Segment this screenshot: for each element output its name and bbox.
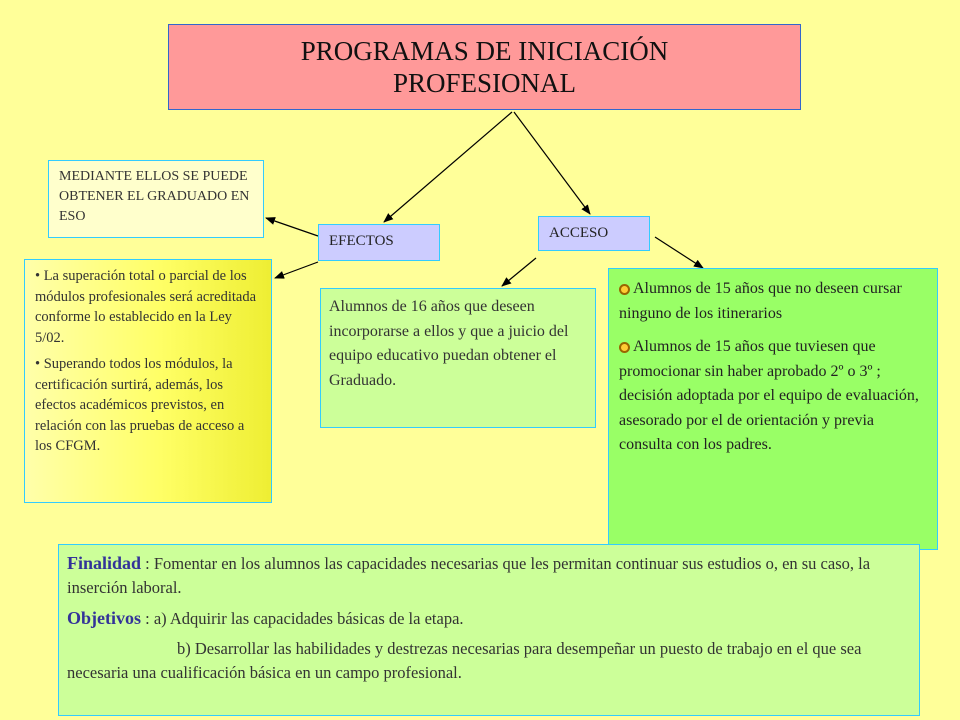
efectos-label: EFECTOS [329,233,394,249]
acceso-15-item-text: Alumnos de 15 años que no deseen cursar ninguno de los itinerarios [619,280,902,322]
bullet-dot-icon [619,342,630,353]
acceso-15-item-text: Alumnos de 15 años que tuviesen que promocionar sin haber aprobado 2º o 3º ; decisión adoptada por el equipo de evaluación, asesorado por el de orientación y previa consulta con los padres. [619,338,919,453]
acceso-15-box [608,268,938,550]
finalidad-paragraph [67,551,911,600]
efectos-item-text: Superando todos los módulos, la certificación surtirá, además, los efectos académicos previstos, en relación con las pruebas de acceso a los CFGM. [35,356,245,454]
efectos-item [35,266,261,348]
objetivos-b-text: b) Desarrollar las habilidades y destrezas necesarias para desempeñar un puesto de trabajo en el que sea necesaria una cualificación básica en un campo profesional. [67,639,862,682]
acceso-15-item [619,277,927,326]
bullet-icon: • [35,356,41,372]
graduado-box [48,160,264,238]
objetivos-a-text: : a) Adquirir las capacidades básicas de la etapa. [141,609,464,628]
acceso-15-item [619,335,927,458]
acceso-16-box [320,288,596,428]
diagram-title: PROGRAMAS DE INICIACIÓN PROFESIONAL [300,36,669,98]
arrow-efectos-to-graduado [266,218,318,236]
acceso-box [538,216,650,251]
title-box [168,24,801,110]
arrow-acceso-to-16 [502,258,536,286]
efectos-item-text: La superación total o parcial de los módulos profesionales será acreditada conforme lo establecido en la Ley 5/02. [35,268,257,346]
objetivos-paragraph [67,606,911,631]
efectos-box [318,224,440,261]
efectos-item [35,354,261,457]
bullet-dot-icon [619,284,630,295]
acceso-label: ACCESO [549,225,609,241]
finalidad-objetivos-box [58,544,920,716]
arrow-title-to-acceso [514,112,590,214]
arrow-acceso-to-15 [655,237,703,268]
graduado-text: MEDIANTE ELLOS SE PUEDE OBTENER EL GRADUADO EN ESO [59,169,250,224]
bullet-icon: • [35,268,41,284]
finalidad-heading: Finalidad [67,553,142,573]
efectos-detail-box [24,259,272,503]
finalidad-text: : Fomentar en los alumnos las capacidades necesarias que les permitan continuar sus estudios o, en su caso, la inserción laboral. [67,554,871,597]
arrow-title-to-efectos [384,112,512,222]
arrow-efectos-to-detail [275,262,318,278]
acceso-16-text: Alumnos de 16 años que deseen incorporarse a ellos y que a juicio del equipo educativo puedan obtener el Graduado. [329,298,569,389]
objetivos-heading: Objetivos [67,608,141,628]
